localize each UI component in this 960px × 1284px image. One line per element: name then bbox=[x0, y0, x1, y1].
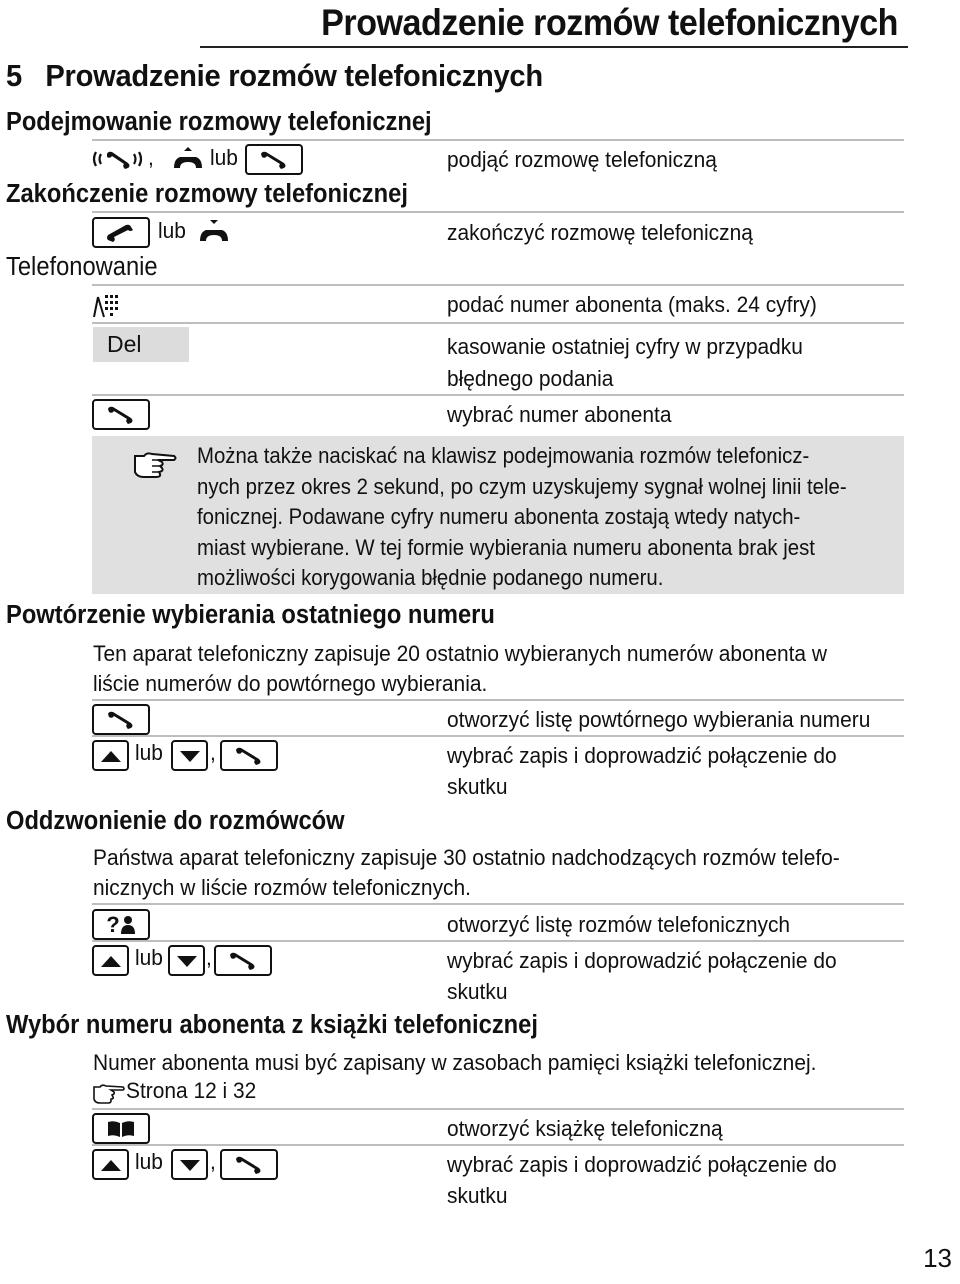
dial-step2-description: kasowanie ostatniej cyfry w przypadku bbox=[447, 334, 803, 359]
redial-intro bbox=[93, 639, 903, 699]
arrow-down-key[interactable] bbox=[171, 1149, 208, 1180]
note-line: Można także naciskać na klawisz podejmowania rozmów telefonicz- bbox=[197, 443, 810, 468]
phonebook-step2-description: wybrać zapis i doprowadzić połączenie do bbox=[447, 1152, 837, 1177]
or-text: lub bbox=[135, 1149, 163, 1174]
callback-step2-description: wybrać zapis i doprowadzić połączenie do bbox=[447, 948, 837, 973]
talk-key[interactable] bbox=[245, 144, 303, 175]
keypad-icon bbox=[92, 291, 120, 319]
section-title-end: Zakończenie rozmowy telefonicznej bbox=[6, 180, 408, 208]
arrow-up-key[interactable] bbox=[92, 945, 129, 976]
arrow-down-key-icon bbox=[175, 953, 199, 969]
dial-step3-description: wybrać numer abonenta bbox=[447, 402, 672, 427]
hook-down-icon bbox=[196, 220, 232, 244]
intro-line: Ten aparat telefoniczny zapisuje 20 ostatnio wybieranych numerów abonenta w bbox=[93, 641, 827, 666]
divider bbox=[92, 735, 904, 737]
callback-step2-description-cont: skutku bbox=[447, 979, 508, 1004]
divider bbox=[92, 1108, 904, 1110]
call-list-key-label: ? bbox=[106, 911, 120, 937]
section-title-redial: Powtórzenie wybierania ostatniego numeru bbox=[6, 601, 495, 629]
header-divider bbox=[200, 46, 908, 48]
section-title-callback: Oddzwonienie do rozmówców bbox=[6, 807, 345, 835]
phonebook-intro bbox=[93, 1048, 903, 1078]
section-title-dial: Telefonowanie bbox=[6, 253, 158, 281]
intro-line: Państwa aparat telefoniczny zapisuje 30 ostatnio nadchodzących rozmów telefo- bbox=[93, 845, 840, 870]
redial-step2-description: wybrać zapis i doprowadzić połączenie do bbox=[447, 743, 837, 768]
divider bbox=[92, 940, 904, 942]
end-description: zakończyć rozmowę telefoniczną bbox=[447, 220, 753, 245]
talk-key-icon bbox=[232, 745, 266, 767]
talk-key[interactable] bbox=[214, 945, 272, 976]
divider bbox=[92, 322, 904, 324]
redial-step1-description: otworzyć listę powtórnego wybierania numeru bbox=[447, 707, 871, 732]
talk-key[interactable] bbox=[220, 1149, 278, 1180]
divider bbox=[92, 394, 904, 396]
phonebook-step2-description-cont: skutku bbox=[447, 1183, 508, 1208]
page-number: 13 bbox=[923, 1243, 952, 1273]
talk-key-icon bbox=[257, 149, 291, 171]
note-line: możliwości korygowania błędnie podanego numeru. bbox=[197, 565, 664, 590]
talk-key[interactable] bbox=[220, 740, 278, 771]
divider bbox=[92, 284, 904, 286]
note-text bbox=[197, 441, 897, 594]
page-reference[interactable]: Strona 12 i 32 bbox=[126, 1078, 257, 1103]
separator-comma: , bbox=[206, 945, 212, 970]
arrow-down-key-icon bbox=[178, 748, 202, 764]
divider bbox=[92, 139, 904, 141]
note-line: nych przez okres 2 sekund, po czym uzyskujemy sygnał wolnej linii tele- bbox=[197, 473, 847, 499]
arrow-up-key-icon bbox=[99, 1157, 123, 1173]
talk-key-icon bbox=[104, 404, 138, 426]
arrow-down-key-icon bbox=[178, 1157, 202, 1173]
intro-line: liście numerów do powtórnego wybierania. bbox=[93, 671, 488, 696]
talk-key-icon bbox=[232, 1154, 266, 1176]
redial-step2-description-cont: skutku bbox=[447, 774, 508, 799]
arrow-up-key-icon bbox=[99, 953, 123, 969]
callback-intro bbox=[93, 843, 903, 903]
divider bbox=[92, 1144, 904, 1146]
intro-line: nicznych w liście rozmów telefonicznych. bbox=[93, 875, 471, 900]
arrow-down-key[interactable] bbox=[168, 945, 205, 976]
separator-comma: , bbox=[210, 1149, 216, 1174]
answer-description: podjąć rozmowę telefoniczną bbox=[447, 147, 717, 172]
note-line: fonicznej. Podawane cyfry numeru abonenta zostają wtedy natych- bbox=[197, 504, 801, 529]
divider bbox=[92, 211, 904, 213]
talk-key[interactable] bbox=[92, 704, 150, 735]
del-softkey[interactable]: Del bbox=[93, 327, 189, 362]
call-list-key[interactable] bbox=[92, 909, 150, 940]
hook-icon bbox=[170, 147, 206, 171]
phonebook-step1-description: otworzyć książkę telefoniczną bbox=[447, 1116, 723, 1141]
dial-step1-description: podać numer abonenta (maks. 24 cyfry) bbox=[447, 292, 817, 317]
intro-line: Numer abonenta musi być zapisany w zasobach pamięci książki telefonicznej. bbox=[93, 1050, 817, 1075]
arrow-up-key[interactable] bbox=[92, 1149, 129, 1180]
end-call-key[interactable] bbox=[92, 217, 150, 248]
separator-comma: , bbox=[148, 145, 154, 170]
callback-step1-description: otworzyć listę rozmów telefonicznych bbox=[447, 912, 791, 937]
separator-comma: , bbox=[210, 740, 216, 765]
divider bbox=[92, 903, 904, 905]
arrow-up-key-icon bbox=[99, 748, 123, 764]
talk-key-icon bbox=[104, 709, 138, 731]
page-header-title: Prowadzenie rozmów telefonicznych bbox=[321, 2, 898, 43]
talk-key[interactable] bbox=[92, 399, 150, 430]
or-text: lub bbox=[158, 218, 186, 243]
divider bbox=[92, 699, 904, 701]
or-text: lub bbox=[135, 945, 163, 970]
phonebook-key-icon bbox=[106, 1119, 136, 1139]
note-line: miast wybierane. W tej formie wybierania numeru abonenta brak jest bbox=[197, 534, 815, 560]
section-title-phonebook: Wybór numeru abonenta z książki telefonicznej bbox=[6, 1011, 538, 1039]
chapter-title: 5 Prowadzenie rozmów telefonicznych bbox=[6, 58, 543, 93]
person-icon bbox=[120, 915, 136, 935]
end-call-key-icon bbox=[104, 222, 138, 244]
arrow-up-key[interactable] bbox=[92, 740, 129, 771]
ringing-handset-icon bbox=[92, 146, 148, 172]
phonebook-key[interactable] bbox=[92, 1113, 150, 1144]
arrow-down-key[interactable] bbox=[171, 740, 208, 771]
talk-key-icon bbox=[226, 950, 260, 972]
dial-step2-description-cont: błędnego podania bbox=[447, 366, 614, 391]
pointing-hand-icon bbox=[132, 450, 178, 480]
pointing-hand-icon bbox=[92, 1083, 126, 1105]
or-text: lub bbox=[210, 145, 238, 170]
section-title-answer: Podejmowanie rozmowy telefonicznej bbox=[6, 108, 432, 136]
or-text: lub bbox=[135, 740, 163, 765]
